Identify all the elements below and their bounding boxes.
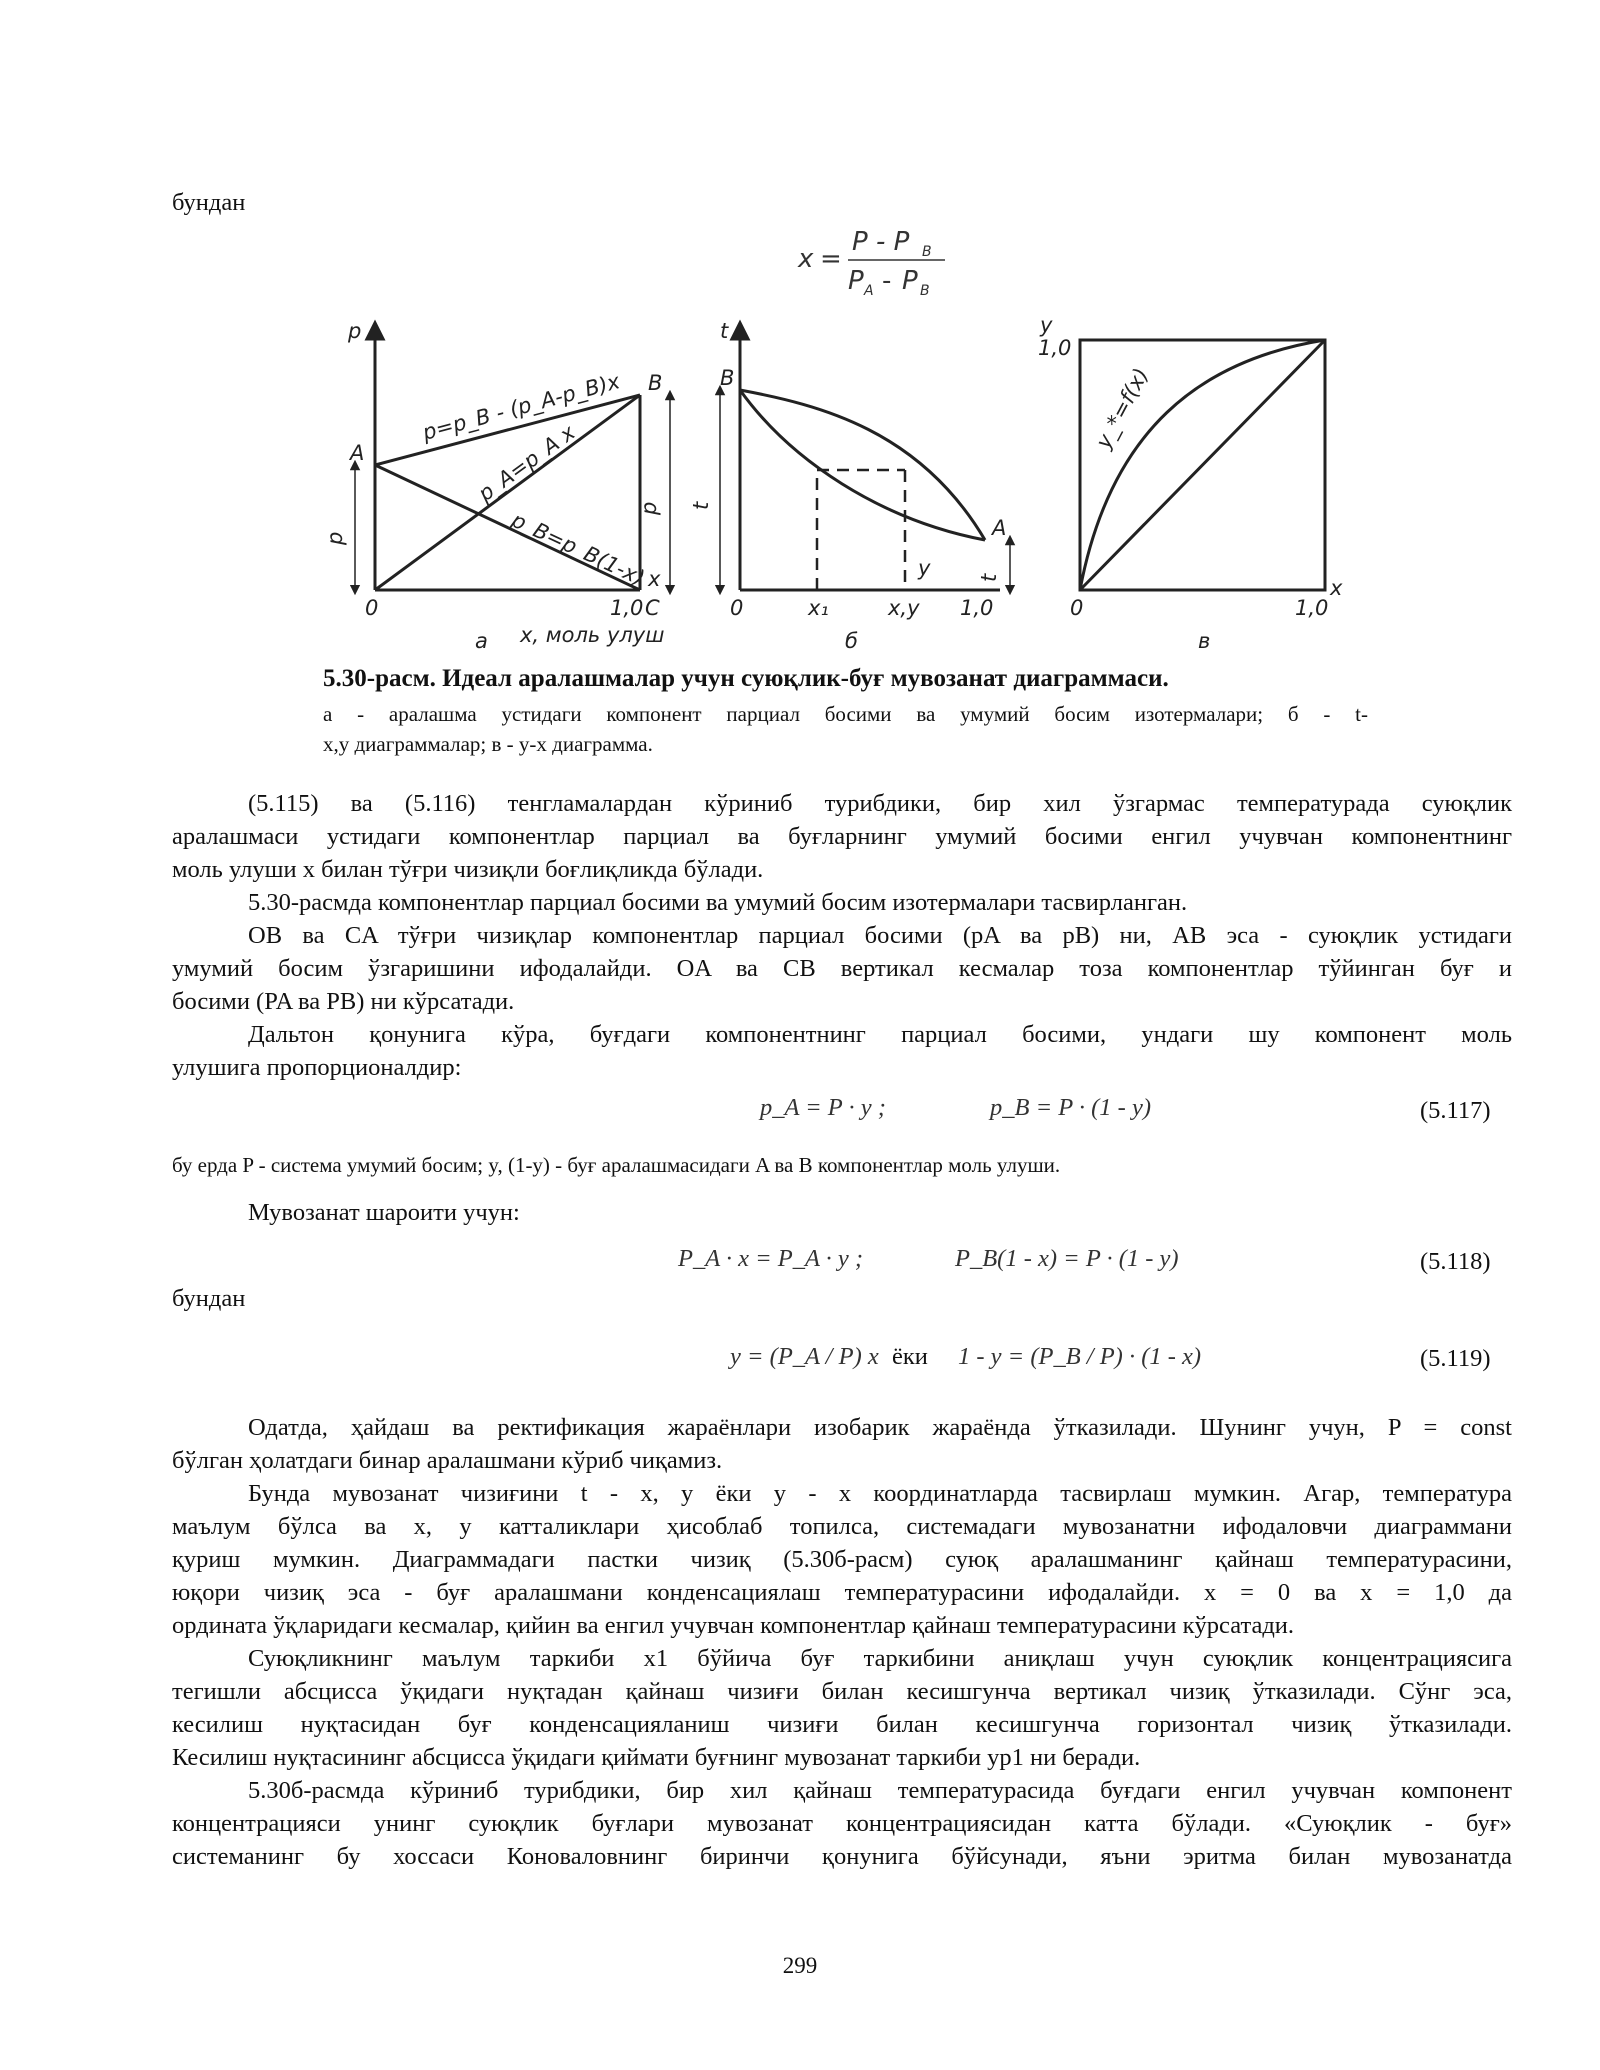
p3-line: босими (PA ва PB) ни кўрсатади.: [172, 988, 515, 1015]
panel-a-pA-side: p: [637, 501, 661, 515]
panel-b-origin: 0: [730, 596, 744, 620]
panel-c-curve-label: y_*=f(x): [1091, 364, 1154, 453]
p1-line: моль улуши x билан тўғри чизиқли боғлиқликда бўлади.: [172, 856, 764, 883]
p3-line: умумий босим ўзгаришини ифодалайди. OA ва CB вертикал кесмалар тоза компонентлар тўйинган буғ и: [172, 955, 1512, 982]
panel-b-axis-y-label: t: [720, 319, 729, 343]
panel-b-label-A: A: [992, 516, 1007, 540]
page-number: 299: [782, 1953, 818, 1978]
paragraph-9: [172, 1774, 1512, 1873]
panel-c: [1080, 340, 1325, 590]
panel-c-axis-y-label: y: [1040, 313, 1053, 337]
formula-num: P - P: [852, 227, 910, 257]
p8-line: тегишли абсцисса ўқидаги нуқтадан қайнаш чизиғи билан кесишгунча вертикал чизиқ ўтказилади. Сўнг эса,: [172, 1678, 1512, 1705]
p8-line: кесилиш нуқтасидан буғ конденсацияланиш чизиғи билан кесишгунча горизонтал чизиқ ўтказилади.: [172, 1711, 1512, 1738]
panel-a-eq-total: p=p_B - (p_A-p_B)x: [420, 369, 623, 445]
p7-line: маълум бўлса ва x, y катталиклари ҳисоблаб топилса, системадаги мувозанатни ифодаловчи диаграммани: [172, 1513, 1512, 1540]
panel-b-tA: t: [977, 573, 1001, 582]
intro-word: бундан: [172, 189, 246, 216]
p4-line: улушига пропорционалдир:: [172, 1054, 462, 1081]
panel-a-label-x: x: [648, 567, 661, 591]
eq117-left: p_A = P · y ;: [760, 1094, 886, 1121]
panel-b-one: 1,0: [960, 596, 994, 620]
p7-line: юқори чизиқ эса - буғ аралашмани конденсациялаш температурасини ифодалайди. x = 0 ва x = 1,0 да: [172, 1579, 1512, 1606]
p7-line: Бунда мувозанат чизиғини t - x, y ёки y - x координатларда тасвирлаш мумкин. Агар, температура: [248, 1480, 1512, 1507]
eq119-number: (5.119): [1420, 1345, 1491, 1372]
p7-line: ордината ўқларидаги кесмалар, қийин ва енгил учувчан компонентлар қайнаш температурасини кўрсатади.: [172, 1612, 1295, 1639]
eq117-number: (5.117): [1420, 1097, 1491, 1124]
bundan-2: бундан: [172, 1285, 246, 1312]
panel-c-panel-label: в: [1198, 629, 1211, 650]
panel-a-label-A: A: [350, 441, 365, 465]
p8-line: Кесилиш нуқтасининг абсцисса ўқидаги қиймати буғнинг мувозанат таркиби yp1 ни беради.: [172, 1744, 1141, 1771]
formula-den-a: P: [848, 266, 864, 296]
panel-b-lower-curve: [740, 390, 985, 540]
paragraph-1: [172, 787, 1512, 886]
paragraph-2: 5.30-расмда компонентлар парциал босими ва умумий босим изотермалари тасвирланган.: [248, 889, 1188, 916]
formula-num-sub: B: [922, 244, 932, 260]
formula-eq: =: [820, 244, 842, 274]
p4-line: Дальтон қонунига кўра, буғдаги компонентнинг парциал босими, ундаги шу компонент моль: [248, 1021, 1512, 1048]
panel-b-tB: t: [689, 501, 713, 510]
paragraph-5: Мувозанат шароити учун:: [248, 1199, 520, 1226]
panel-c-axis-x-label: x: [1330, 576, 1343, 600]
p9-line: 5.30б-расмда кўриниб турибдики, бир хил қайнаш температурасида буғдаги енгил учувчан компонент: [248, 1777, 1512, 1804]
paragraph-6: [172, 1411, 1512, 1477]
panel-c-top: 1,0: [1038, 336, 1072, 360]
eq119-or: ёки: [892, 1343, 928, 1370]
panel-a-label-C: C: [645, 596, 660, 620]
eq119-left: y = (P_A / P) x: [730, 1343, 879, 1370]
p9-line: концентрацияси унинг суюқлик буғлари мувозанат концентрациясидан катта бўлади. «Суюқлик - буғ»: [172, 1810, 1512, 1837]
formula-x: [790, 220, 970, 305]
panel-a-origin: 0: [365, 596, 379, 620]
panel-b-ym: y: [918, 556, 931, 580]
p7-line: қуриш мумкин. Диаграммадаги пастки чизиқ (5.30б-расм) суюқ аралашманинг қайнаш температурасини,: [172, 1546, 1512, 1573]
panel-b-upper-curve: [740, 390, 985, 540]
panel-a-one: 1,0: [610, 596, 644, 620]
p1-line: (5.115) ва (5.116) тенгламалардан кўриниб турибдики, бир хил ўзгармас температурада суюқлик: [248, 790, 1512, 817]
figure-5-30: [320, 310, 1360, 650]
formula-den-a-sub: A: [864, 283, 874, 299]
eq117-right: p_B = P · (1 - y): [990, 1094, 1151, 1121]
panel-a-x-caption: x, моль улуш: [520, 623, 665, 647]
panel-a-axis-y-label: p: [348, 319, 362, 343]
panel-b-panel-label: б: [845, 629, 858, 650]
panel-a-pB-side: p: [323, 531, 347, 545]
panel-b: [720, 330, 1010, 590]
panel-c-diagonal: [1080, 340, 1325, 590]
formula-den-b: P: [902, 266, 918, 296]
paragraph-7: [172, 1477, 1512, 1642]
paragraph-3: [172, 919, 1512, 1018]
panel-b-label-B: B: [720, 366, 735, 390]
eq118-left: P_A · x = P_A · y ;: [678, 1245, 864, 1272]
panel-c-origin: 0: [1070, 596, 1084, 620]
formula-den-minus: -: [882, 266, 892, 296]
eq118-number: (5.118): [1420, 1248, 1491, 1275]
panel-b-x1: x₁: [808, 596, 829, 620]
p3-line: OB ва CA тўғри чизиқлар компонентлар парциал босими (pA ва pB) ни, AB эса - суюқлик устидаги: [248, 922, 1512, 949]
paragraph-8: [172, 1642, 1512, 1774]
paragraph-4: [172, 1018, 1512, 1084]
figure-caption-line1: а - аралашма устидаги компонент парциал босими ва умумий босим изотермалари; б - t-: [323, 702, 1368, 726]
panel-a-eq-pA: p_A=p_A x: [473, 420, 580, 507]
formula-den-b-sub: B: [920, 283, 930, 299]
formula-lhs: x: [798, 244, 814, 274]
panel-a-panel-label: а: [475, 629, 488, 650]
eq119-right: 1 - y = (P_B / P) · (1 - x): [958, 1343, 1202, 1370]
figure-caption-line2: x,y диаграммалар; в - y-x диаграмма.: [323, 732, 653, 756]
p9-line: системанинг бу хоссаси Коноваловнинг биринчи қонунига бўйсунади, яъни эритма билан мувозанатда: [172, 1843, 1512, 1870]
p6-line: Одатда, ҳайдаш ва ректификация жараёнлари изобарик жараёнда ўтказилади. Шунинг учун, P = const: [248, 1414, 1512, 1441]
panel-a-eq-pB: p_B=p_B(1-x): [507, 507, 649, 591]
panel-b-xy: x,y: [888, 596, 920, 620]
panel-a-label-B: B: [648, 371, 663, 395]
p1-line: аралашмаси устидаги компонентлар парциал ва буғларнинг умумий босими енгил учувчан компонентнинг: [172, 823, 1512, 850]
panel-c-one: 1,0: [1295, 596, 1329, 620]
eq118-right: P_B(1 - x) = P · (1 - y): [955, 1245, 1179, 1272]
where-note: бу ерда P - система умумий босим; y, (1-y) - буғ аралашмасидаги A ва B компонентлар моль улуши.: [172, 1153, 1061, 1177]
p6-line: бўлган ҳолатдаги бинар аралашмани кўриб чиқамиз.: [172, 1447, 723, 1474]
figure-caption-title: 5.30-расм. Идеал аралашмалар учун суюқлик-буғ мувозанат диаграммаси.: [323, 665, 1169, 692]
p8-line: Суюқликнинг маълум таркиби x1 бўйича буғ таркибини аниқлаш учун суюқлик концентрациясига: [248, 1645, 1512, 1672]
